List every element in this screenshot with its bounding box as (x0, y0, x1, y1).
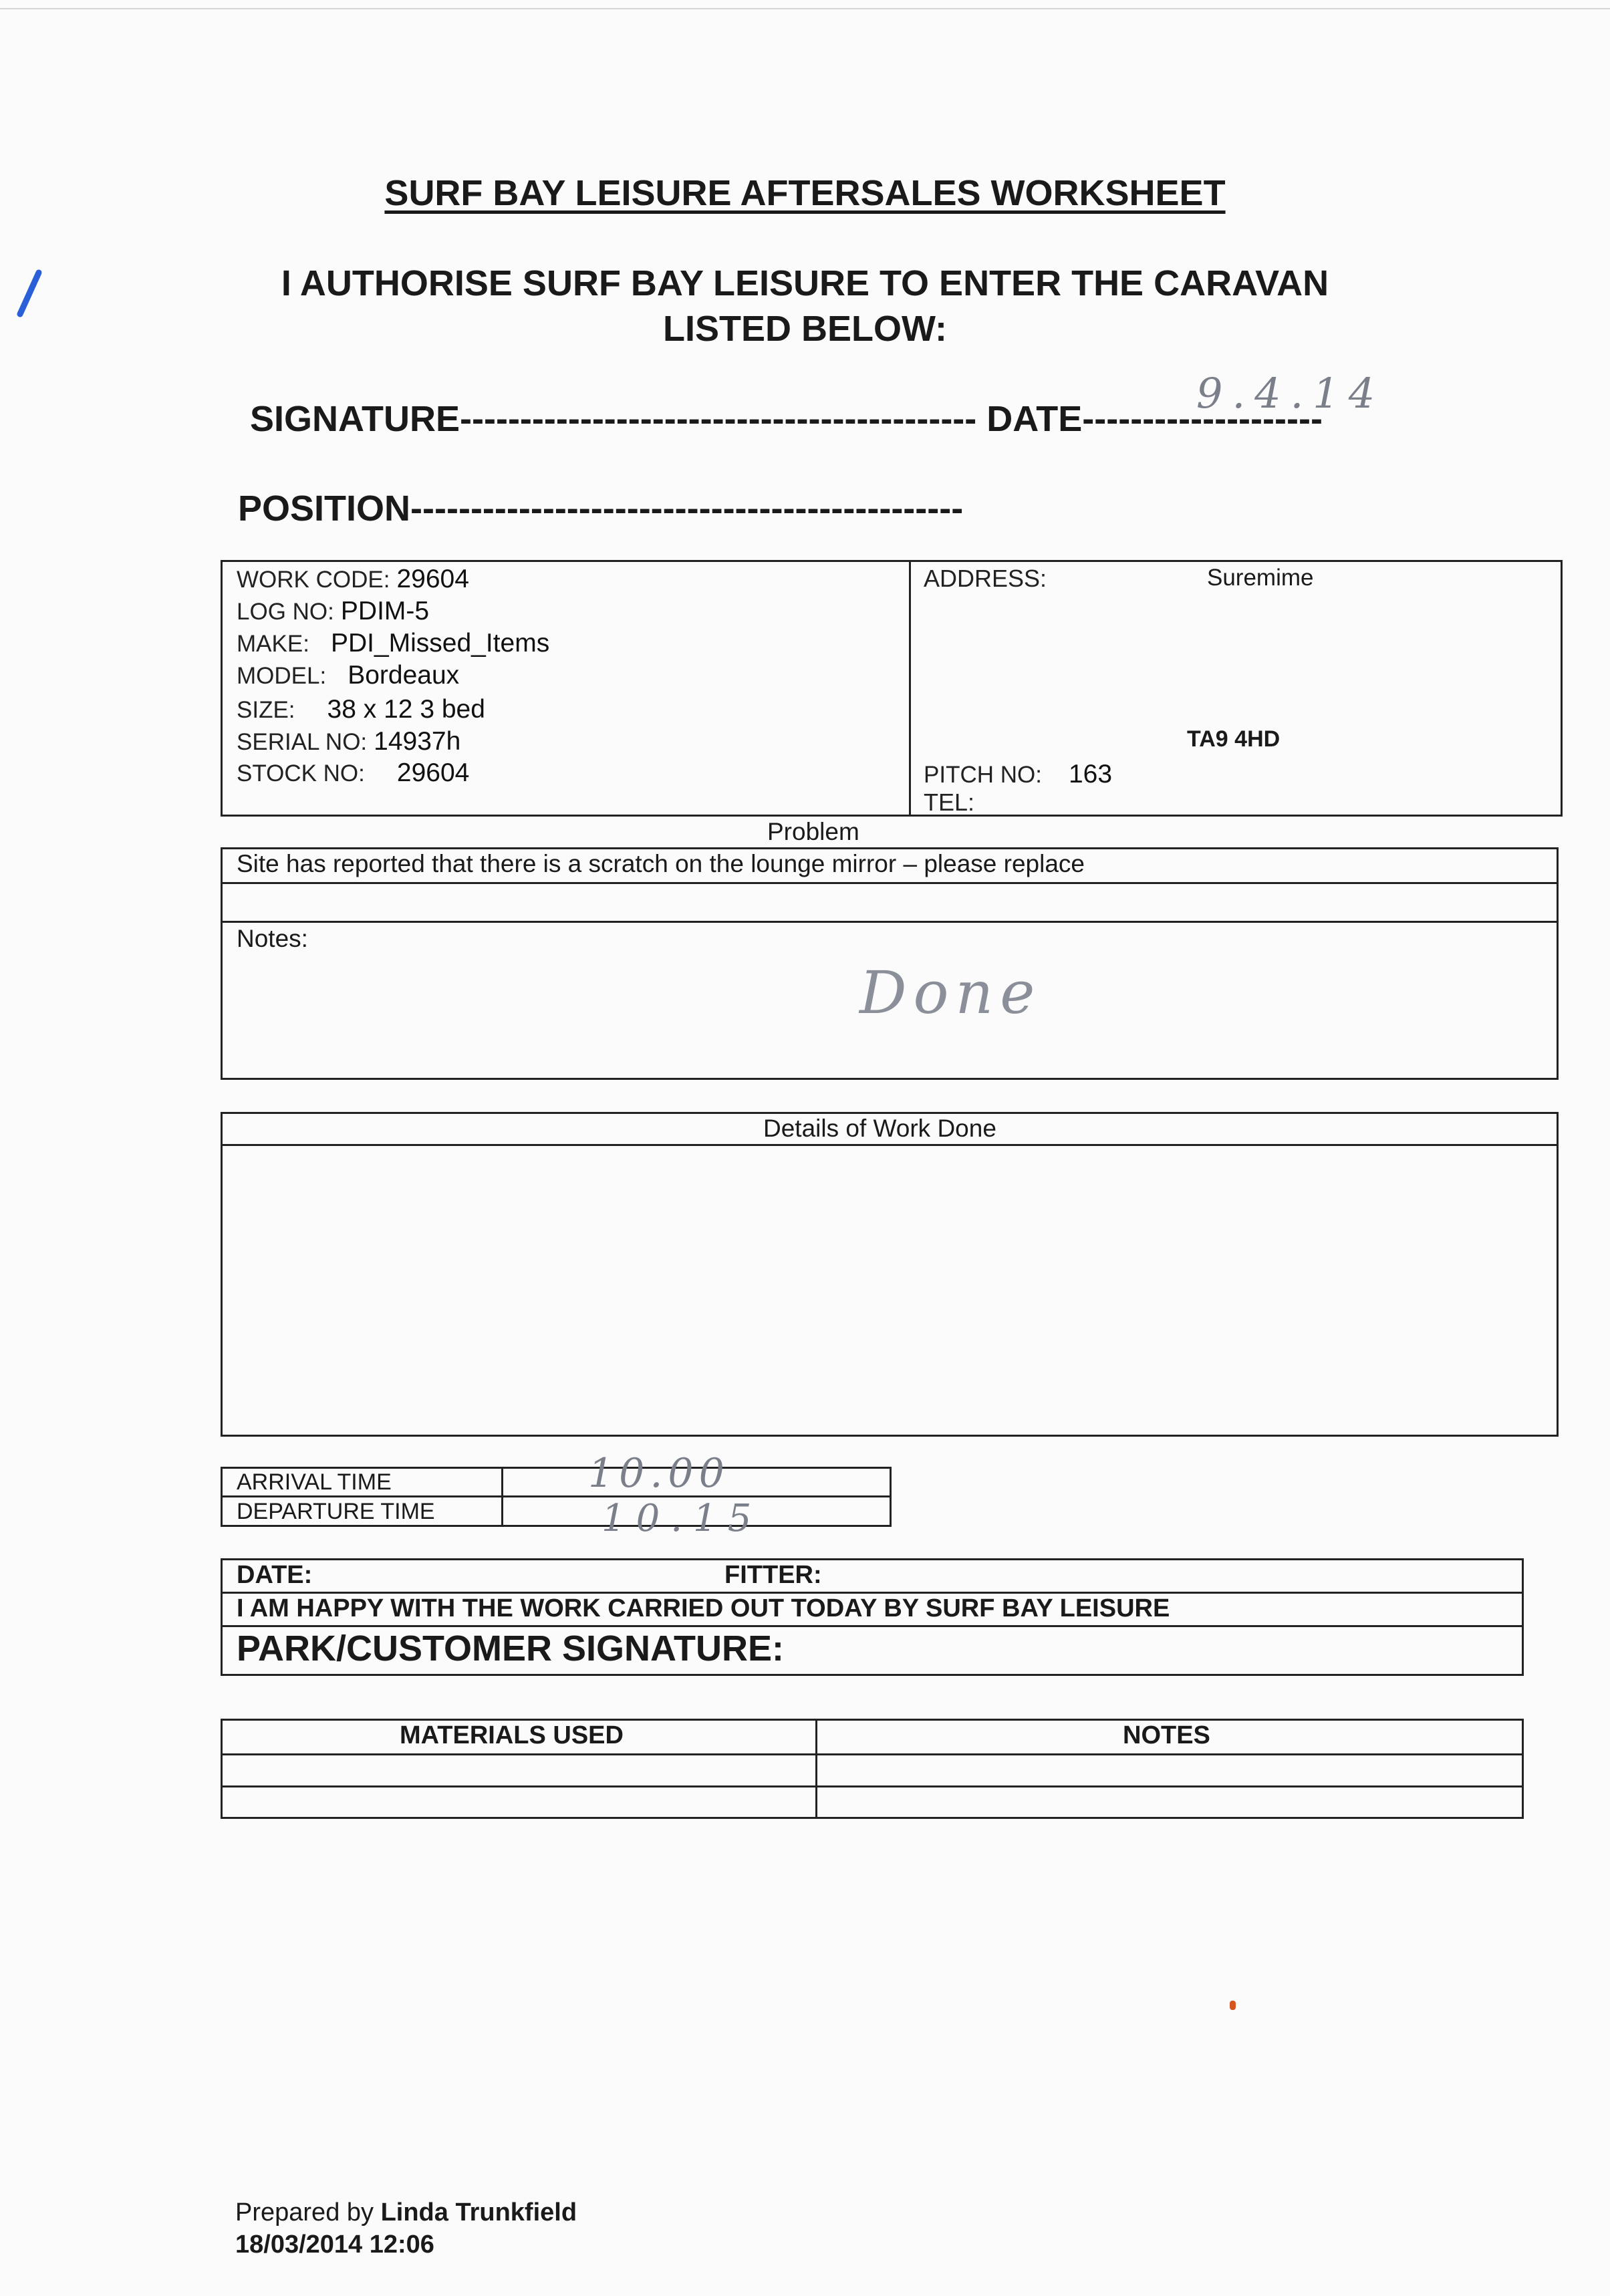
position-dashes: ---------------------------------------------- (410, 488, 964, 529)
materials-row-divider-2 (221, 1785, 1524, 1787)
problem-row-divider (221, 882, 1559, 884)
date-dashes: -------------------- (1082, 399, 1323, 439)
scan-edge (0, 8, 1610, 9)
size-row (237, 695, 485, 724)
authorise-statement (0, 261, 1610, 351)
log-no-value: PDIM-5 (340, 597, 430, 625)
stock-label: STOCK NO: (237, 760, 365, 786)
signature-label: SIGNATURE (250, 399, 460, 439)
customer-signature-label: PARK/CUSTOMER SIGNATURE: (237, 1628, 785, 1669)
worksheet-title: SURF BAY LEISURE AFTERSALES WORKSHEET (384, 173, 1226, 213)
serial-label: SERIAL NO: (237, 729, 368, 755)
model-value: Bordeaux (348, 661, 460, 690)
authorise-line-1: I AUTHORISE SURF BAY LEISURE TO ENTER THE CARAVAN (281, 263, 1329, 303)
details-divider (909, 560, 911, 817)
pitch-value: 163 (1068, 760, 1113, 788)
work-done-heading: Details of Work Done (763, 1115, 996, 1142)
serial-value: 14937h (374, 727, 461, 756)
postcode: TA9 4HD (1187, 726, 1281, 752)
signature-line (250, 398, 1323, 440)
serial-row (237, 727, 460, 756)
model-label: MODEL: (237, 663, 327, 689)
times-row-divider (221, 1495, 892, 1497)
departure-label: DEPARTURE TIME (237, 1499, 435, 1524)
notes-label: Notes: (237, 925, 308, 952)
signoff-date-label: DATE: (237, 1561, 313, 1589)
pitch-row (924, 760, 1112, 789)
position-line (238, 488, 963, 529)
work-done-box (221, 1112, 1559, 1437)
materials-heading: MATERIALS USED (400, 1721, 624, 1749)
notes-row-divider (221, 921, 1559, 923)
stock-value: 29604 (396, 758, 470, 787)
make-label: MAKE: (237, 631, 309, 657)
pitch-label: PITCH NO: (924, 762, 1042, 788)
work-code-row (237, 565, 469, 594)
prepared-by-name: Linda Trunkfield (380, 2198, 577, 2227)
model-row (237, 661, 459, 690)
materials-col-divider (815, 1719, 817, 1819)
tel-label: TEL: (924, 788, 975, 816)
size-value: 38 x 12 3 bed (327, 695, 485, 724)
signature-dashes: ------------------------------------------- (460, 399, 977, 439)
fitter-label: FITTER: (724, 1561, 822, 1589)
work-done-heading-divider (221, 1144, 1559, 1146)
stock-row (237, 758, 469, 788)
authorise-line-2: LISTED BELOW: (663, 309, 947, 349)
arrival-label: ARRIVAL TIME (237, 1469, 392, 1495)
position-label: POSITION (238, 488, 411, 529)
log-no-row (237, 597, 429, 626)
prepared-timestamp: 18/03/2014 12:06 (235, 2231, 434, 2259)
date-handwritten: 9.4.14 (1196, 369, 1385, 418)
signoff-divider-1 (221, 1592, 1524, 1594)
notes-handwritten: Done (859, 958, 1042, 1027)
scan-speck (1230, 2001, 1236, 2010)
times-col-divider (501, 1467, 503, 1527)
arrival-handwritten: 10.00 (588, 1450, 730, 1497)
make-value: PDI_Missed_Items (330, 629, 550, 658)
problem-text: Site has reported that there is a scratch on the lounge mirror – please replace (237, 850, 1085, 877)
work-code-label: WORK CODE: (237, 567, 390, 593)
happy-statement: I AM HAPPY WITH THE WORK CARRIED OUT TODAY BY SURF BAY LEISURE (237, 1594, 1170, 1622)
signoff-divider-2 (221, 1625, 1524, 1627)
address-label: ADDRESS: (924, 565, 1047, 592)
prepared-by (235, 2198, 577, 2227)
departure-handwritten: 10.15 (601, 1497, 763, 1540)
date-label: DATE (986, 399, 1083, 439)
materials-notes-heading: NOTES (1123, 1721, 1210, 1749)
size-label: SIZE: (237, 697, 295, 723)
prepared-by-label: Prepared by (235, 2198, 374, 2227)
problem-heading: Problem (767, 818, 859, 845)
address-line-1: Suremime (1207, 565, 1314, 591)
make-row (237, 629, 549, 658)
materials-row-divider-1 (221, 1753, 1524, 1755)
log-no-label: LOG NO: (237, 599, 334, 625)
work-code-value: 29604 (396, 565, 469, 593)
